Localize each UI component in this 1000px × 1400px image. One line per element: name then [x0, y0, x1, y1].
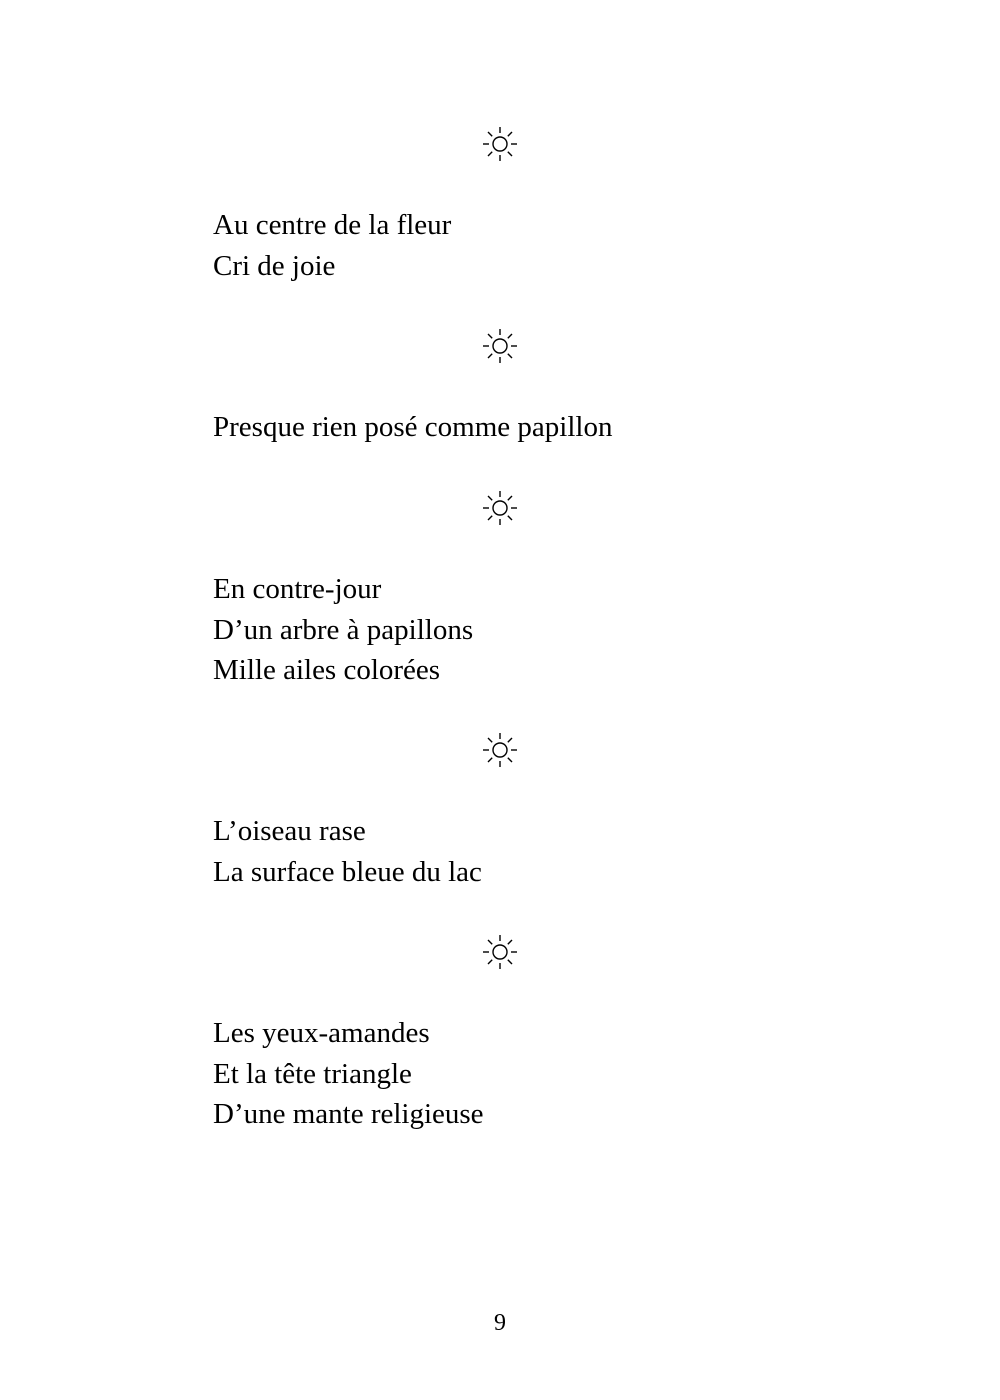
poem-line: La surface bleue du lac — [213, 855, 482, 888]
poem-line: Les yeux-amandes — [213, 1017, 430, 1049]
stanza-1 — [213, 205, 913, 286]
poem-line: Au centre de la fleur — [213, 209, 452, 241]
sun-icon — [480, 124, 520, 164]
page-number: 9 — [494, 1310, 506, 1336]
poem-line: Mille ailes colorées — [213, 654, 441, 686]
poem-line: Presque rien posé comme papillon — [213, 411, 613, 443]
stanza-5 — [213, 1013, 913, 1135]
poem-line: Cri de joie — [213, 249, 336, 282]
poem-line: L’oiseau rase — [213, 815, 366, 847]
sun-icon — [480, 326, 520, 366]
poem-line: D’un arbre à papillons — [213, 613, 474, 646]
sun-icon — [480, 488, 520, 528]
poem-line: Et la tête triangle — [213, 1057, 412, 1090]
stanza-2 — [213, 407, 913, 448]
sun-icon — [480, 730, 520, 770]
poem-line: En contre-jour — [213, 573, 382, 605]
poem-line: D’une mante religieuse — [213, 1098, 484, 1130]
stanza-4 — [213, 811, 913, 892]
stanza-3 — [213, 569, 913, 691]
sun-icon — [480, 932, 520, 972]
